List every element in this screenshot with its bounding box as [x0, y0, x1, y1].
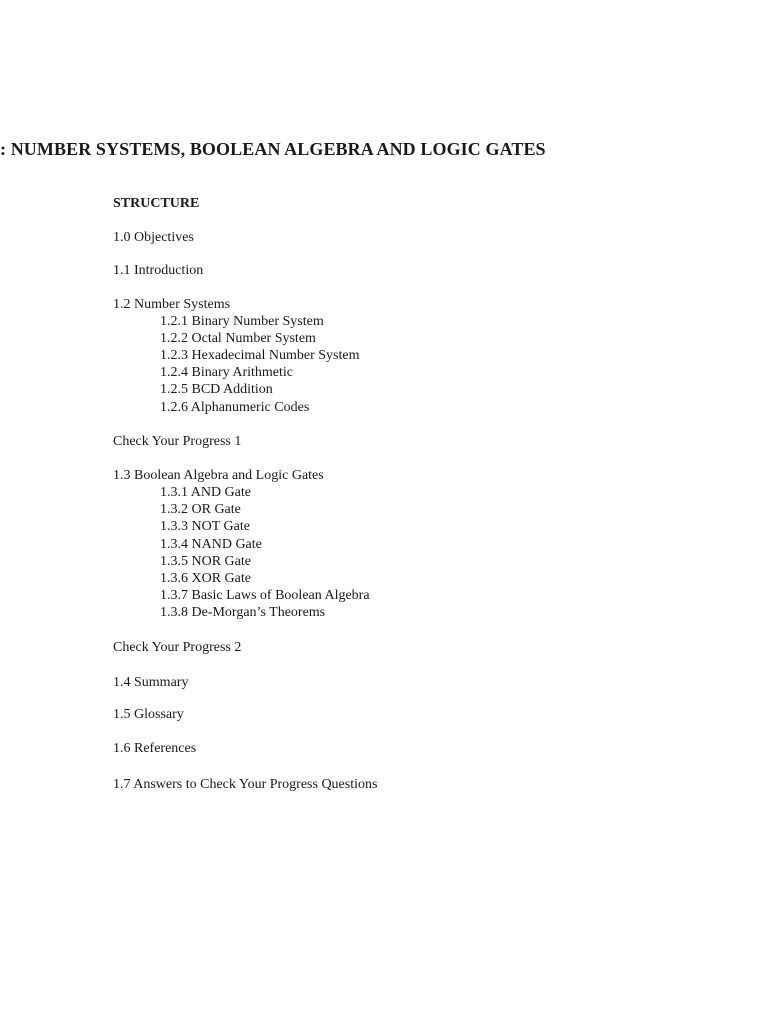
contents-subentry: 1.2.5 BCD Addition — [160, 382, 273, 397]
contents-subentry: 1.2.1 Binary Number System — [160, 314, 324, 329]
contents-entry: 1.2 Number Systems — [113, 297, 231, 312]
contents-entry: 1.6 References — [113, 741, 197, 756]
contents-entry: 1.1 Introduction — [113, 263, 204, 278]
contents-entry: Check Your Progress 2 — [113, 640, 242, 655]
structure-heading: STRUCTURE — [113, 196, 200, 211]
contents-entry: 1.7 Answers to Check Your Progress Questions — [113, 777, 378, 792]
contents-subentry: 1.3.3 NOT Gate — [160, 519, 250, 534]
contents-subentry: 1.2.3 Hexadecimal Number System — [160, 348, 360, 363]
contents-subentry: 1.3.1 AND Gate — [160, 485, 251, 500]
contents-subentry: 1.2.4 Binary Arithmetic — [160, 365, 293, 380]
contents-subentry: 1.2.6 Alphanumeric Codes — [160, 400, 310, 415]
contents-entry: 1.4 Summary — [113, 675, 189, 690]
contents-entry: Check Your Progress 1 — [113, 434, 242, 449]
contents-subentry: 1.2.2 Octal Number System — [160, 331, 316, 346]
contents-subentry: 1.3.8 De-Morgan’s Theorems — [160, 605, 326, 620]
contents-subentry: 1.3.6 XOR Gate — [160, 571, 251, 586]
contents-entry: 1.3 Boolean Algebra and Logic Gates — [113, 468, 324, 483]
contents-subentry: 1.3.5 NOR Gate — [160, 554, 251, 569]
contents-subentry: 1.3.7 Basic Laws of Boolean Algebra — [160, 588, 370, 603]
contents-entry: 1.0 Objectives — [113, 230, 194, 245]
unit-title: : NUMBER SYSTEMS, BOOLEAN ALGEBRA AND LOGIC GATES — [0, 139, 546, 159]
contents-subentry: 1.3.4 NAND Gate — [160, 537, 262, 552]
contents-entry: 1.5 Glossary — [113, 707, 184, 722]
contents-subentry: 1.3.2 OR Gate — [160, 502, 241, 517]
